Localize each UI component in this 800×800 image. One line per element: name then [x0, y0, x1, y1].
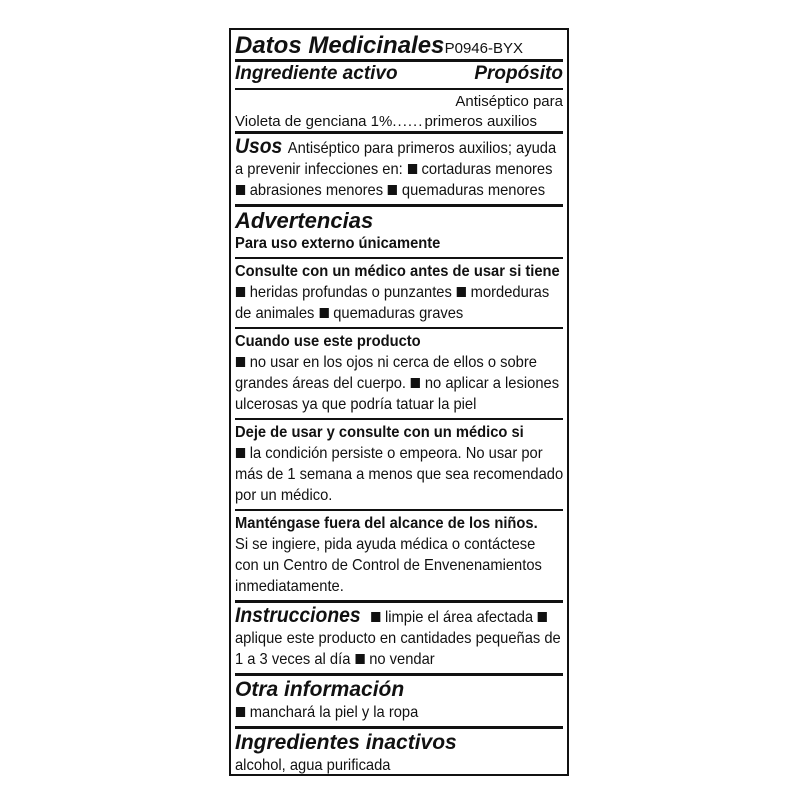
consult-item-2a: mordeduras: [470, 284, 550, 301]
title-row: [235, 30, 563, 62]
consult-header: Consulte con un médico antes de usar si tiene: [235, 263, 560, 280]
bullet-square-icon: [236, 707, 245, 717]
uses-item-1: cortaduras menores: [421, 161, 553, 178]
purpose-line1: Antiséptico para: [455, 93, 563, 110]
ingredient-line: [235, 112, 537, 132]
uses-section: [235, 134, 563, 207]
when-header: Cuando use este producto: [235, 333, 421, 350]
consult-item-1: heridas profundas o punzantes: [249, 284, 452, 301]
keep-header: Manténgase fuera del alcance de los niños.: [235, 515, 538, 532]
directions-line1: [235, 605, 561, 628]
uses-line3: [235, 180, 561, 201]
directions-item-1: limpie el área afectada: [384, 609, 534, 626]
uses-item-3: quemaduras menores: [401, 182, 546, 199]
stop-use-section: [235, 420, 563, 511]
directions-section: [235, 603, 563, 676]
consult-item-2b: de animales: [235, 305, 315, 322]
consult-line2: [235, 303, 561, 324]
keep-line2: con un Centro de Control de Envenenamientos: [235, 557, 542, 574]
product-code: P0946-BYX: [444, 40, 523, 57]
consult-section: [235, 259, 563, 329]
directions-header: Instrucciones: [235, 604, 361, 627]
bullet-square-icon: [371, 612, 380, 622]
other-info-header: Otra información: [235, 678, 405, 701]
directions-item-3: no vendar: [369, 651, 435, 668]
bullet-square-icon: [538, 612, 547, 622]
when-line1: [235, 352, 561, 373]
consult-line1: [235, 282, 561, 303]
stop-line1: [235, 443, 561, 464]
inactive-section: [235, 729, 563, 776]
bullet-square-icon: [388, 185, 397, 195]
directions-text3: 1 a 3 veces al día: [235, 651, 351, 668]
bullet-square-icon: [411, 378, 420, 388]
uses-line2: [235, 159, 561, 180]
stop-line2: más de 1 semana a menos que sea recomendado: [235, 466, 564, 483]
consult-item-3: quemaduras graves: [333, 305, 464, 322]
when-text2a: grandes áreas del cuerpo.: [235, 375, 407, 392]
warnings-intro: [235, 207, 563, 259]
active-ingredient-header: Ingrediente activo: [235, 63, 398, 84]
bullet-square-icon: [236, 185, 245, 195]
drug-facts-panel: [229, 28, 569, 776]
bullet-square-icon: [457, 287, 466, 297]
stop-text1: la condición persiste o empeora. No usar por: [249, 445, 543, 462]
stop-line3: por un médico.: [235, 487, 333, 504]
external-use: Para uso externo únicamente: [235, 235, 441, 252]
purpose-line2: primeros auxilios: [424, 113, 537, 130]
directions-line3: [235, 649, 561, 670]
uses-text1: Antiséptico para primeros auxilios; ayuda: [287, 140, 557, 157]
when-text2b: no aplicar a lesiones: [424, 375, 560, 392]
bullet-square-icon: [236, 357, 245, 367]
active-ingredient-block: [235, 90, 563, 134]
uses-item-2: abrasiones menores: [249, 182, 384, 199]
when-using-section: [235, 329, 563, 420]
warnings-header: Advertencias: [235, 208, 374, 233]
ingredient-name: Violeta de genciana 1%: [235, 113, 393, 130]
directions-line2: aplique este producto en cantidades pequeñas de: [235, 630, 561, 647]
stop-header: Deje de usar y consulte con un médico si: [235, 424, 524, 441]
uses-text2: a prevenir infecciones en:: [235, 161, 403, 178]
other-info-item-1: manchará la piel y la ropa: [249, 704, 419, 721]
leader-dots: [392, 112, 424, 132]
bullet-square-icon: [408, 164, 417, 174]
inactive-text: alcohol, agua purificada: [235, 757, 391, 774]
when-line2: [235, 373, 561, 394]
when-line3: ulcerosas ya que podría tatuar la piel: [235, 396, 477, 413]
bullet-square-icon: [355, 654, 364, 664]
panel-title: Datos Medicinales: [235, 32, 445, 59]
keep-out-section: [235, 511, 563, 603]
uses-header: Usos: [235, 135, 283, 158]
active-purpose-header: [235, 62, 563, 90]
bullet-square-icon: [236, 448, 245, 458]
inactive-header: Ingredientes inactivos: [235, 731, 457, 754]
keep-line3: inmediatamente.: [235, 578, 344, 595]
keep-line1: Si se ingiere, pida ayuda médica o contáctese: [235, 536, 536, 553]
uses-line1: [235, 136, 561, 159]
other-info-line1: [235, 702, 561, 723]
purpose-header: Propósito: [474, 63, 563, 84]
other-info-section: [235, 676, 563, 729]
when-text1: no usar en los ojos ni cerca de ellos o sobre: [249, 354, 537, 371]
bullet-square-icon: [236, 287, 245, 297]
bullet-square-icon: [319, 308, 328, 318]
